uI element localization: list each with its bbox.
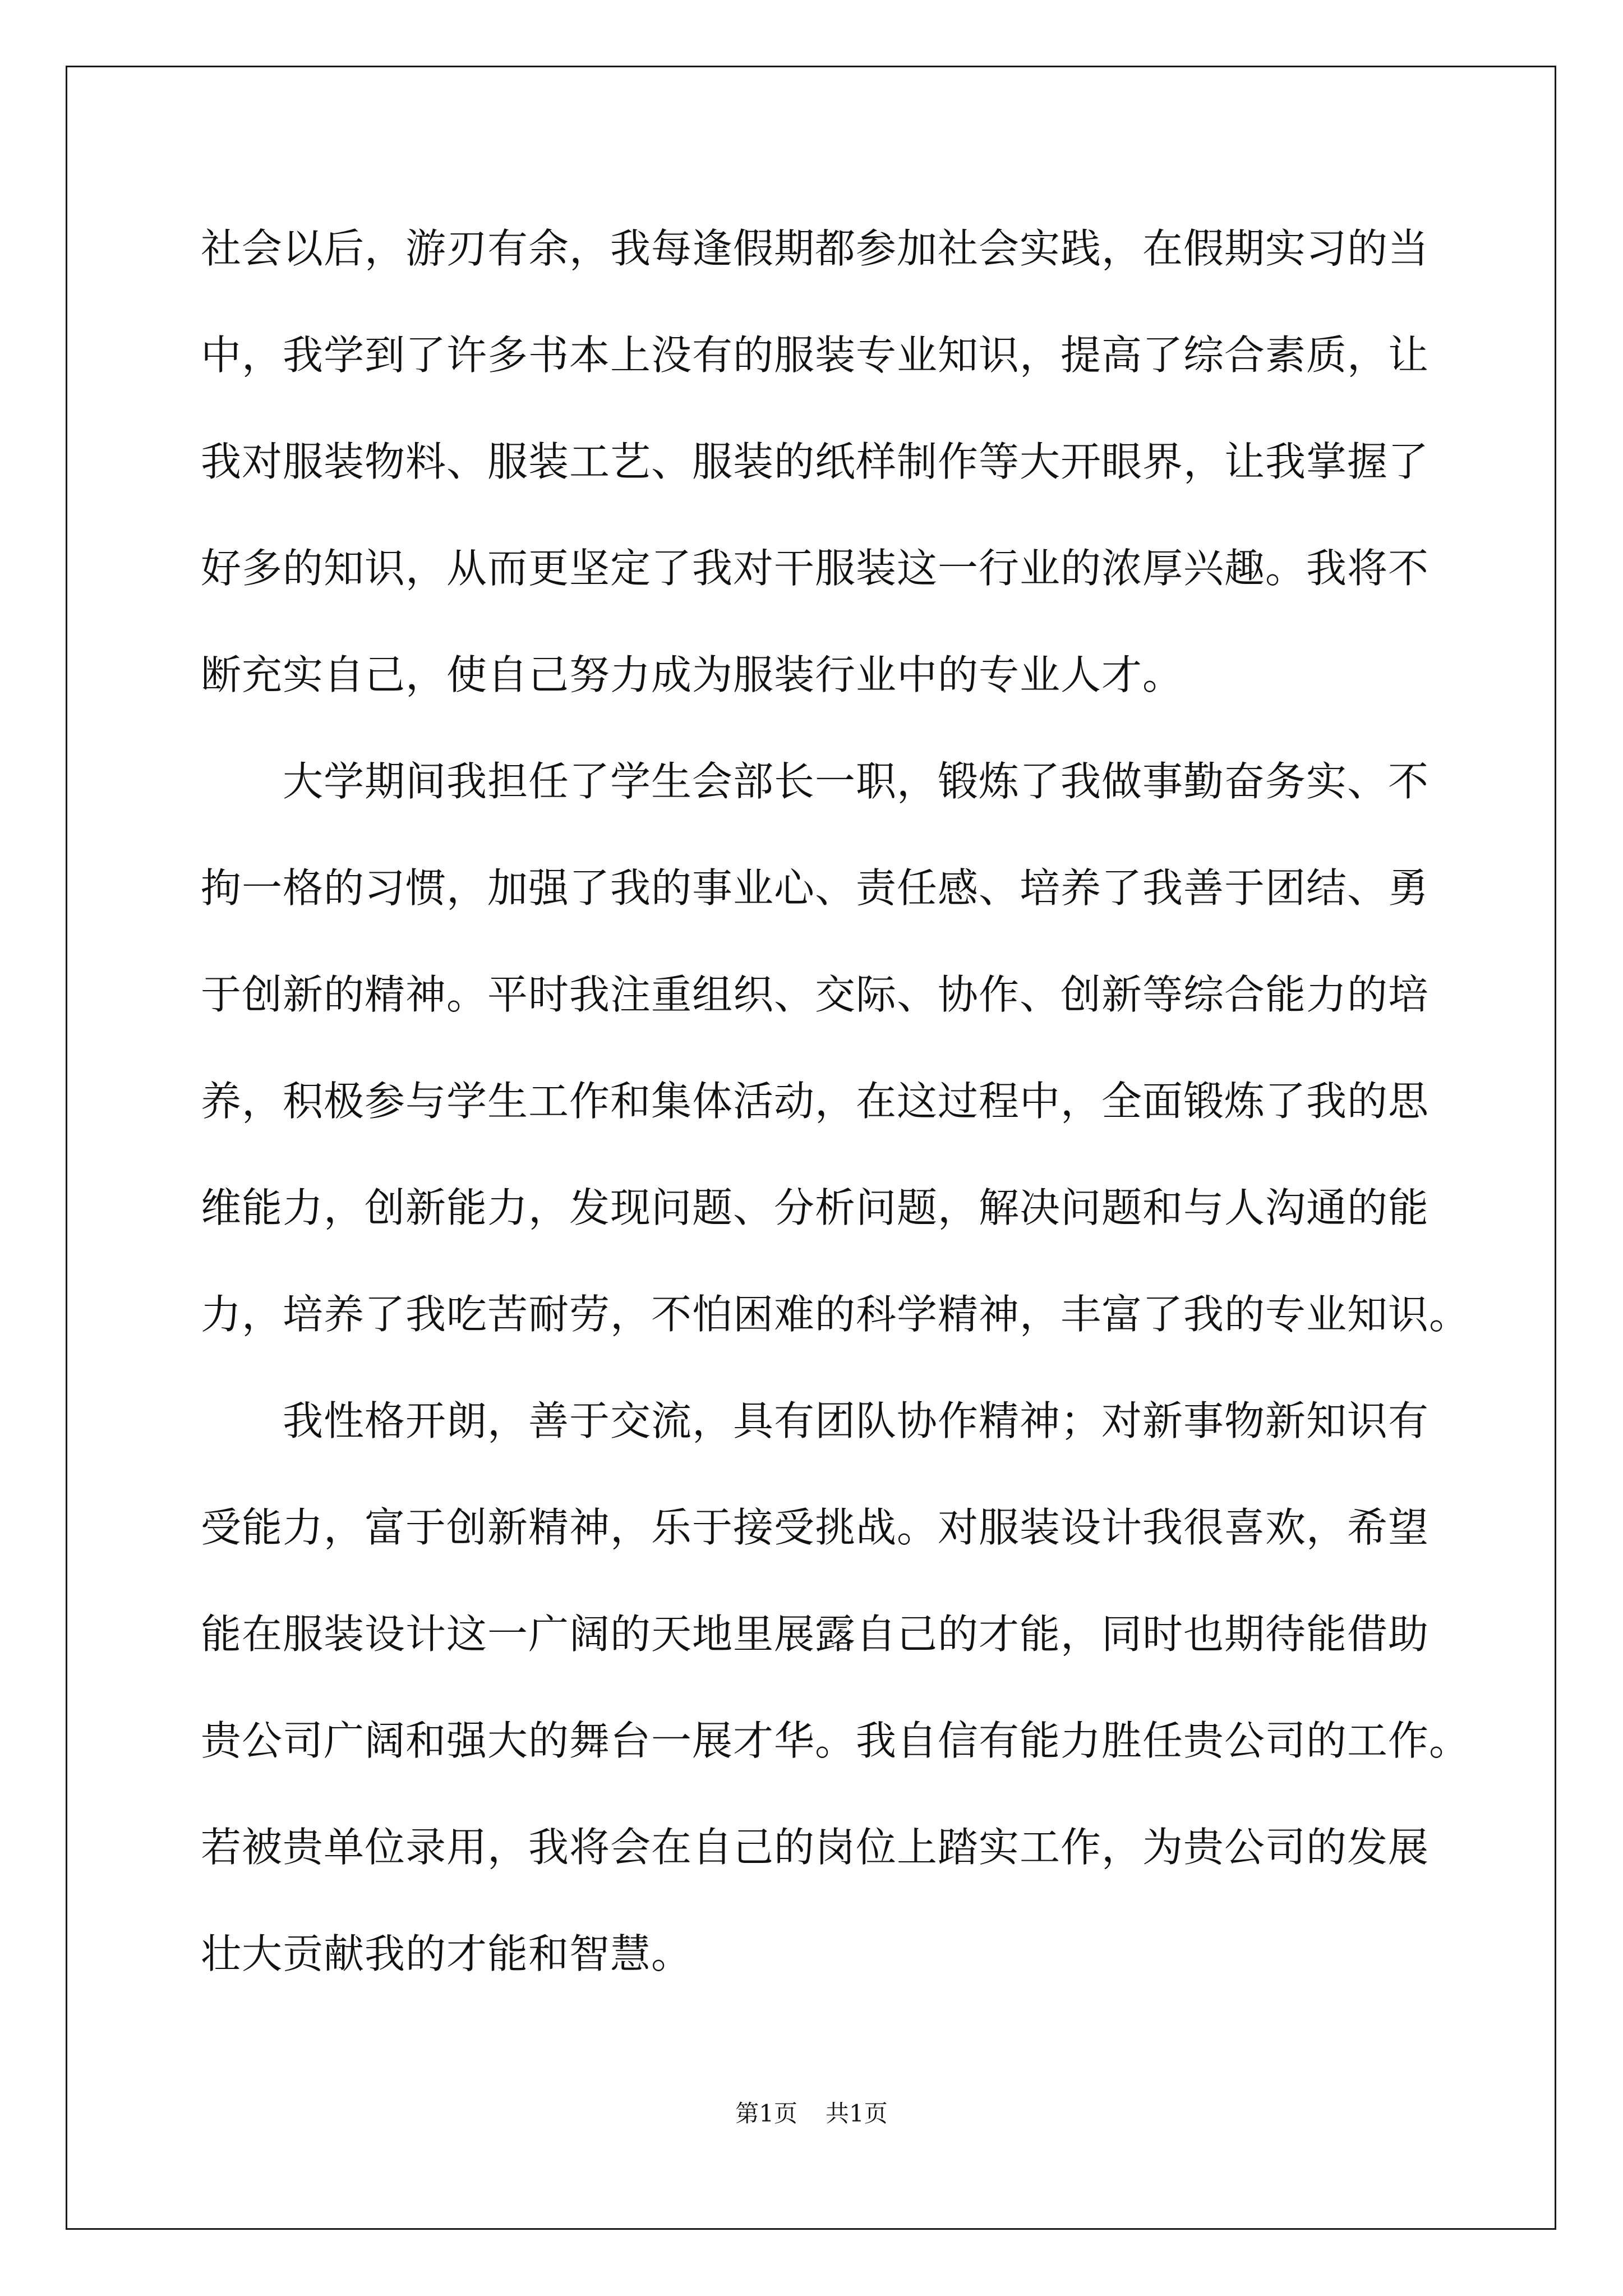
text-line: 大学期间我担任了学生会部长一职，锻炼了我做事勤奋务实、不 [201,758,1430,805]
text-line: 好多的知识，从而更坚定了我对干服装这一行业的浓厚兴趣。我将不 [201,545,1430,592]
text-line: 受能力，富于创新精神，乐于接受挑战。对服装设计我很喜欢，希望 [201,1504,1430,1551]
text-line: 于创新的精神。平时我注重组织、交际、协作、创新等综合能力的培 [201,971,1430,1018]
text-line: 能在服装设计这一广阔的天地里展露自己的才能，同时也期待能借助 [201,1611,1430,1658]
text-line: 养，积极参与学生工作和集体活动，在这过程中，全面锻炼了我的思 [201,1078,1430,1125]
text-line: 壮大贡献我的才能和智慧。 [201,1930,693,1977]
text-line: 拘一格的习惯，加强了我的事业心、责任感、培养了我善于团结、勇 [201,864,1430,912]
text-line: 贵公司广阔和强大的舞台一展才华。我自信有能力胜任贵公司的工作。 [201,1717,1470,1764]
text-line: 若被贵单位录用，我将会在自己的岗位上踏实工作，为贵公司的发展 [201,1824,1430,1871]
text-line: 中，我学到了许多书本上没有的服装专业知识，提高了综合素质，让 [201,332,1430,379]
page-number-total: 共1页 [826,2100,888,2127]
text-line: 力，培养了我吃苦耐劳，不怕困难的科学精神，丰富了我的专业知识。 [201,1291,1470,1338]
page-footer [0,2095,1623,2129]
document-body [201,195,1470,2007]
page-number-current: 第1页 [735,2100,797,2127]
text-line: 断充实自己，使自己努力成为服装行业中的专业人才。 [201,651,1184,698]
text-line: 我对服装物料、服装工艺、服装的纸样制作等大开眼界，让我掌握了 [201,438,1430,485]
text-line: 维能力，创新能力，发现问题、分析问题，解决问题和与人沟通的能 [201,1184,1430,1231]
text-line: 社会以后，游刃有余，我每逢假期都参加社会实践，在假期实习的当 [201,225,1430,272]
text-line: 我性格开朗，善于交流，具有团队协作精神；对新事物新知识有 [201,1397,1430,1444]
